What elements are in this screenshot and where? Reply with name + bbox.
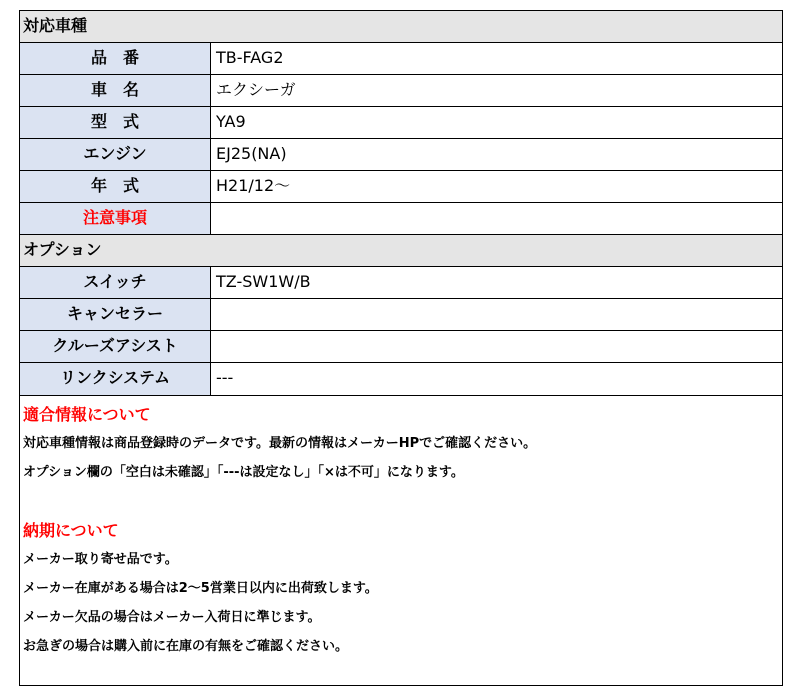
compat-info-title: 適合情報について — [23, 405, 151, 424]
label-link-system: リンクシステム — [20, 363, 211, 395]
label-model-code: 型 式 — [20, 107, 211, 138]
label-car-name: 車 名 — [20, 75, 211, 106]
delivery-info-line: お急ぎの場合は購入前に在庫の有無をご確認ください。 — [23, 639, 349, 654]
vehicle-header-text: 対応車種 — [23, 16, 88, 35]
label-engine: エンジン — [20, 139, 211, 170]
table-row-cruise-assist — [20, 331, 782, 363]
compat-info-line: オプション欄の「空白は未確認」「---は設定なし」「×は不可」になります。 — [23, 465, 464, 480]
options-header-text: オプション — [23, 240, 102, 259]
table-row-model-code — [20, 107, 782, 139]
value-engine: EJ25(NA) — [216, 144, 287, 163]
table-row-engine — [20, 139, 782, 171]
section-header-vehicle — [20, 11, 782, 43]
value-year: H21/12〜 — [216, 176, 291, 195]
section-header-options — [20, 235, 782, 267]
table-row-car-name — [20, 75, 782, 107]
table-row-switch — [20, 267, 782, 299]
label-switch: スイッチ — [20, 267, 211, 298]
label-year: 年 式 — [20, 171, 211, 202]
label-notes: 注意事項 — [20, 203, 211, 234]
value-switch: TZ-SW1W/B — [216, 272, 311, 291]
delivery-info-title: 納期について — [23, 521, 119, 540]
delivery-info-line: メーカー取り寄せ品です。 — [23, 552, 178, 567]
value-car-name: エクシーガ — [216, 80, 296, 99]
table-row-canceller — [20, 299, 782, 331]
table-row-notes — [20, 203, 782, 235]
table-row-part-number — [20, 43, 782, 75]
value-link-system: --- — [216, 368, 234, 387]
label-part-number: 品 番 — [20, 43, 211, 74]
vehicle-info-panel — [19, 10, 783, 686]
notes-section — [20, 400, 782, 661]
compat-info-line: 対応車種情報は商品登録時のデータです。最新の情報はメーカーHPでご確認ください。 — [23, 436, 537, 451]
table-row-link-system — [20, 363, 782, 396]
spacer — [23, 487, 782, 516]
label-canceller: キャンセラー — [20, 299, 211, 330]
table-row-year — [20, 171, 782, 203]
value-model-code: YA9 — [216, 112, 246, 131]
delivery-info-line: メーカー在庫がある場合は2〜5営業日以内に出荷致します。 — [23, 581, 378, 596]
delivery-info-line: メーカー欠品の場合はメーカー入荷日に準じます。 — [23, 610, 321, 625]
label-cruise-assist: クルーズアシスト — [20, 331, 211, 362]
value-part-number: TB-FAG2 — [216, 48, 284, 67]
